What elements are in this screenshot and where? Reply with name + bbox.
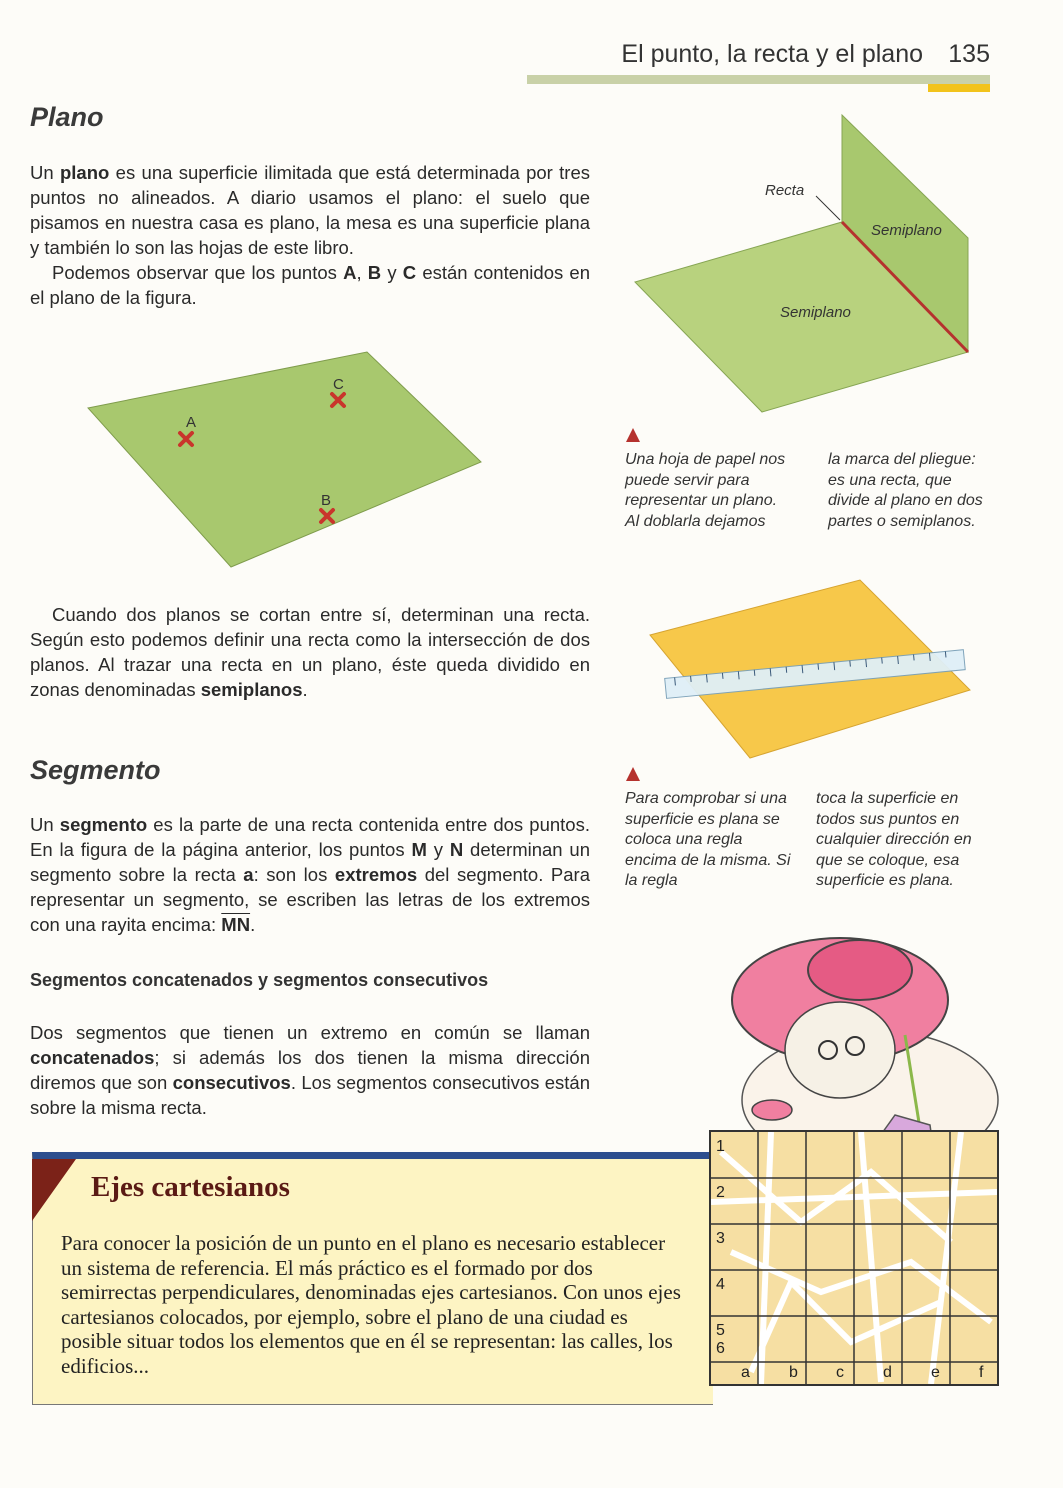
- ejes-cartesianos-box: [32, 1152, 713, 1405]
- fold-caption-right: la marca del pliegue: es una recta, que divide al plano en dos partes o semiplanos.: [828, 451, 983, 530]
- ejes-text: Para conocer la posición de un punto en el plano es necesario establecer un sistema de referencia. El más práctico es el formado por dos semirrectas perpendiculares, denominadas ejes cartesianos. Con unos ejes cartesianos colocados, por ejemplo, sobre el plano de una ciudad es posible situar todos los elementos que en él se representan: las calles, los edificios...: [61, 1231, 681, 1378]
- fold-caption-left: Una hoja de papel nos puede servir para representar un plano. Al doblarla dejamos: [625, 451, 786, 530]
- folded-plane-figure: [630, 110, 975, 415]
- plane-points-figure: [85, 345, 485, 575]
- row-label-5: 5: [716, 1322, 725, 1339]
- page-number: 135: [948, 40, 990, 68]
- col-label-c: c: [836, 1364, 844, 1381]
- ruler-caption-left: Para comprobar si una superficie es plana se coloca una regla encima de la misma. Si la regla: [625, 790, 791, 889]
- point-c-marker: [332, 376, 344, 406]
- plano-paragraph-2: Podemos observar que los puntos A, B y C están contenidos en el plano de la figura.: [30, 262, 590, 308]
- col-label-b: b: [789, 1364, 798, 1381]
- col-label-d: d: [883, 1364, 892, 1381]
- semiplano-bottom-label: Semiplano: [780, 304, 851, 321]
- intersection-paragraph: Cuando dos planos se cortan entre sí, determinan una recta. Según esto podemos definir una recta como la intersección de dos planos. Al trazar una recta en un plano, éste queda dividido en zonas denominadas semiplanos.: [30, 604, 590, 700]
- city-streets: [711, 1132, 997, 1384]
- col-label-a: a: [741, 1364, 750, 1381]
- row-label-3: 3: [716, 1230, 725, 1247]
- svg-text:B: B: [321, 492, 332, 509]
- row-label-6: 6: [716, 1340, 725, 1357]
- segment-mn-notation: $\overline{MN}$: [221, 914, 251, 935]
- row-label-2: 2: [716, 1184, 725, 1201]
- col-label-e: e: [931, 1364, 940, 1381]
- caption-marker-triangle: [626, 428, 640, 442]
- svg-text:C: C: [333, 376, 344, 393]
- row-label-1: 1: [716, 1138, 725, 1155]
- plano-heading: Plano: [30, 102, 104, 132]
- segmento-paragraph: Un segmento es la parte de una recta contenida entre dos puntos. En la figura de la página anterior, los puntos M y N determinan un segmento sobre la recta a: son los extremos del segmento. Para representar un segmento, se escriben las letras de los extremos con una rayita encima: $\overline{MN}$.: [30, 814, 591, 935]
- caption-marker-triangle-2: [626, 767, 640, 781]
- plane-shape: [88, 352, 481, 567]
- row-label-4: 4: [716, 1276, 725, 1293]
- plano-text: [30, 160, 590, 310]
- segmento-heading: Segmento: [30, 755, 161, 785]
- segmentos-text: [30, 1020, 590, 1120]
- city-map-grid: [709, 1130, 999, 1386]
- ruler-plane-figure: [645, 575, 975, 765]
- header-accent-bar: [928, 84, 990, 92]
- box-corner-accent: [32, 1159, 80, 1223]
- intersection-text: [30, 602, 590, 702]
- segmentos-subheading: Segmentos concatenados y segmentos consecutivos: [30, 970, 489, 990]
- segmento-text: [30, 812, 590, 937]
- col-label-f: f: [979, 1364, 984, 1381]
- ruler-caption-right: toca la superficie en todos sus puntos en cualquier dirección en que se coloque, esa superficie es plana.: [816, 790, 972, 889]
- running-header-title: El punto, la recta y el plano: [621, 40, 923, 68]
- segmentos-paragraph: Dos segmentos que tienen un extremo en común se llaman concatenados; si además los dos tienen la misma dirección diremos que son consecutivos. Los segmentos consecutivos están sobre la misma recta.: [30, 1022, 590, 1118]
- plano-paragraph-1: Un plano es una superficie ilimitada que está determinada por tres puntos no alineados. A diario usamos el plano: el suelo que pisamos en nuestra casa es plano, la mesa es una superficie plana y también lo son las hojas de este libro.: [30, 162, 590, 258]
- recta-label: Recta: [765, 182, 805, 199]
- header-rule: [527, 75, 990, 84]
- svg-text:A: A: [186, 414, 197, 431]
- recta-pointer: [816, 196, 840, 220]
- semiplano-top-label: Semiplano: [871, 222, 942, 239]
- ejes-title: Ejes cartesianos: [91, 1171, 290, 1203]
